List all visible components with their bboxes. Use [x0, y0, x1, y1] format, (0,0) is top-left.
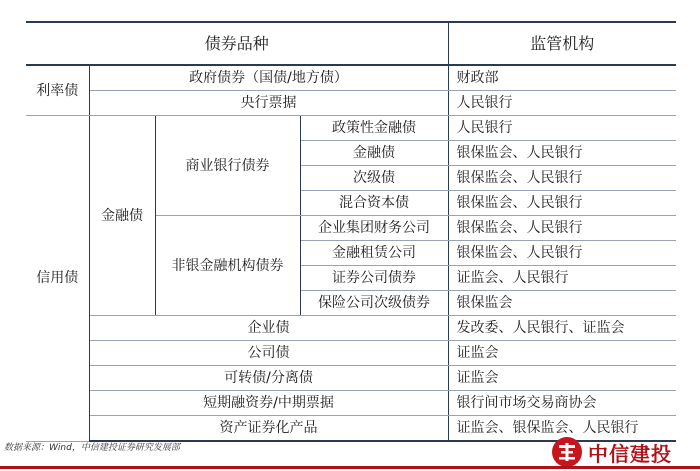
header-regulator: 监管机构 [448, 22, 676, 65]
regulator-cell: 证监会 [448, 341, 676, 366]
bond-name-cell: 证券公司债券 [300, 266, 448, 291]
bond-name-cell: 短期融资券/中期票据 [89, 391, 448, 416]
table-row [26, 316, 676, 341]
bond-name-cell: 央行票据 [89, 91, 448, 116]
regulator-cell: 银保监会、人民银行 [448, 166, 676, 191]
bond-name-cell: 企业集团财务公司 [300, 216, 448, 241]
table-header-row [26, 22, 676, 65]
regulator-cell: 银保监会 [448, 291, 676, 316]
table-row [26, 65, 676, 91]
regulator-cell: 人民银行 [448, 91, 676, 116]
logo-text: 中信建投 [588, 441, 672, 466]
bond-name-cell: 资产证券化产品 [89, 416, 448, 442]
bond-name-cell: 混合资本债 [300, 191, 448, 216]
bond-name-cell: 次级债 [300, 166, 448, 191]
regulator-cell: 人民银行 [448, 116, 676, 141]
table-row [26, 341, 676, 366]
bond-regulator-table-wrap [26, 21, 676, 442]
subgroup-cell: 商业银行债券 [155, 116, 300, 216]
bond-name-cell: 政府债券（国债/地方债） [89, 65, 448, 91]
bond-name-cell: 金融租赁公司 [300, 241, 448, 266]
header-bond-type: 债券品种 [26, 22, 448, 65]
regulator-cell: 银保监会、人民银行 [448, 241, 676, 266]
footer-divider [0, 466, 700, 469]
bond-regulator-table [26, 21, 676, 442]
regulator-cell: 银保监会、人民银行 [448, 216, 676, 241]
regulator-cell: 银保监会、人民银行 [448, 141, 676, 166]
regulator-cell: 发改委、人民银行、证监会 [448, 316, 676, 341]
bond-name-cell: 保险公司次级债券 [300, 291, 448, 316]
subgroup-cell: 非银金融机构债券 [155, 216, 300, 316]
category-cell: 利率债 [26, 65, 89, 116]
category-cell: 信用债 [26, 116, 89, 442]
data-source-note: 数据来源：Wind，中信建投证券研究发展部 [4, 443, 180, 453]
regulator-cell: 证监会、银保监会、人民银行 [448, 416, 676, 442]
table-row [26, 91, 676, 116]
regulator-cell: 银行间市场交易商协会 [448, 391, 676, 416]
bond-name-cell: 政策性金融债 [300, 116, 448, 141]
bond-name-cell: 金融债 [300, 141, 448, 166]
regulator-cell: 证监会 [448, 366, 676, 391]
group-cell: 金融债 [89, 116, 155, 316]
regulator-cell: 财政部 [448, 65, 676, 91]
logo-emblem-icon [552, 437, 582, 467]
regulator-cell: 银保监会、人民银行 [448, 191, 676, 216]
table-row [26, 366, 676, 391]
bond-name-cell: 可转债/分离债 [89, 366, 448, 391]
table-row [26, 391, 676, 416]
bond-name-cell: 公司债 [89, 341, 448, 366]
bond-name-cell: 企业债 [89, 316, 448, 341]
regulator-cell: 证监会、人民银行 [448, 266, 676, 291]
brand-logo [552, 437, 672, 467]
table-row [26, 116, 676, 141]
